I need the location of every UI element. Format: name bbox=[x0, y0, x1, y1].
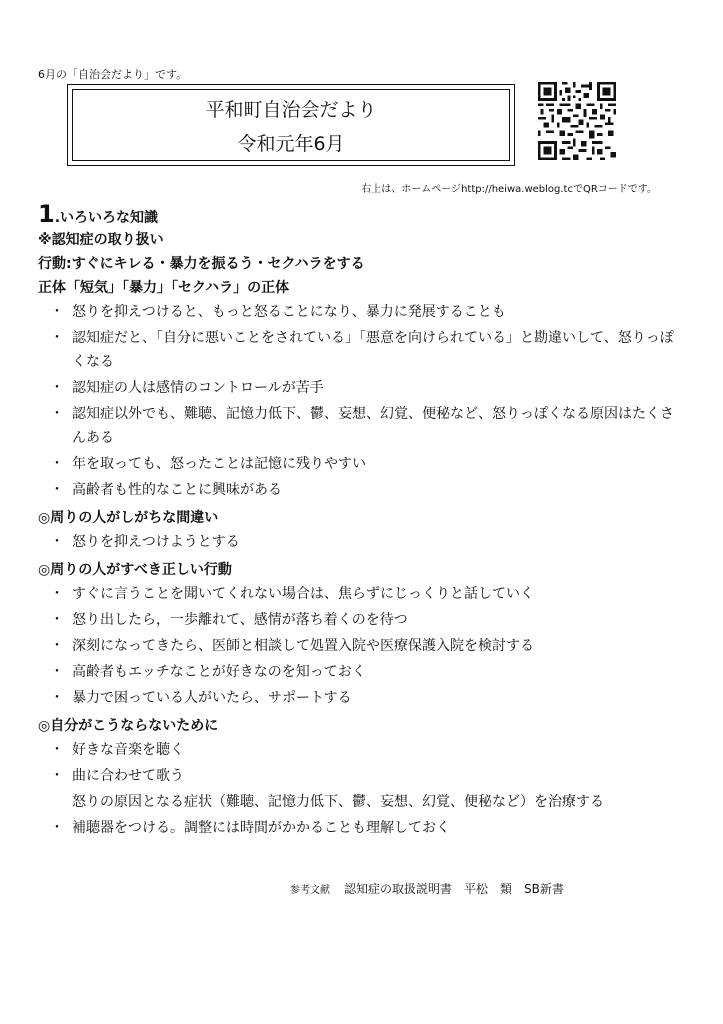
bullet-item: ・ 認知症だと、「自分に悪いことをされている」「悪意を向けられている」と勘違いして、怒りっぽくなる bbox=[38, 326, 678, 374]
newsletter-title: 平和町自治会だより bbox=[205, 99, 377, 121]
group-heading: ◎周りの人がしがちな間違い bbox=[38, 510, 219, 526]
bullet-item: ・ 認知症以外でも、難聴、記憶力低下、鬱、妄想、幻覚、便秘など、怒りっぽくなる原因はたくさんある bbox=[38, 402, 678, 450]
main-content bbox=[38, 200, 678, 844]
bullet-item: ・ 補聴器をつける。調整には時間がかかることも理解しておく bbox=[38, 816, 678, 840]
qr-code-icon bbox=[538, 82, 616, 160]
group-2 bbox=[38, 506, 678, 554]
section-title bbox=[38, 200, 678, 228]
group-heading: ◎自分がこうならないために bbox=[38, 718, 219, 734]
qr-note: 右上は、ホームページhttp://heiwa.weblog.tcでQRコードです。 bbox=[361, 184, 657, 195]
bullet-item: ・ すぐに言うことを聞いてくれない場合は、焦らずにじっくりと話していく bbox=[38, 582, 678, 606]
bullet-list bbox=[38, 582, 678, 710]
bullet-item: ・ 曲に合わせて歌う bbox=[38, 764, 678, 788]
group-heading: ※認知症の取り扱い bbox=[38, 232, 164, 248]
bullet-item-continuation: 怒りの原因となる症状（難聴、記憶力低下、鬱、妄想、幻覚、便秘など）を治療する bbox=[72, 794, 604, 810]
intro-text: 6月の「自治会だより」です。 bbox=[38, 68, 188, 81]
bullet-list bbox=[38, 530, 678, 554]
bullet-item: ・ 深刻になってきたら、医師と相談して処置入院や医療保護入院を検討する bbox=[38, 634, 678, 658]
group-heading: 正体「短気」「暴力」「セクハラ」の正体 bbox=[38, 280, 290, 296]
group-3 bbox=[38, 558, 678, 710]
newsletter-title-box bbox=[67, 84, 515, 166]
section-title-text: .いろいろな知識 bbox=[54, 210, 159, 226]
bullet-item: ・ 年を取っても、怒ったことは記憶に残りやすい bbox=[38, 452, 678, 476]
bullet-item: ・ 高齢者もエッチなことが好きなのを知っておく bbox=[38, 660, 678, 684]
bullet-item: ・ 認知症の人は感情のコントロールが苦手 bbox=[38, 376, 678, 400]
bullet-item: ・ 怒りを抑えつけると、もっと怒ることになり、暴力に発展することも bbox=[38, 300, 678, 324]
newsletter-date: 令和元年6月 bbox=[237, 133, 345, 155]
group-1 bbox=[38, 228, 678, 502]
bullet-item: ・ 怒り出したら，一歩離れて、感情が落ち着くのを待つ bbox=[38, 608, 678, 632]
group-heading: ◎周りの人がすべき正しい行動 bbox=[38, 562, 232, 578]
bullet-item: ・ 高齢者も性的なことに興味がある bbox=[38, 478, 678, 502]
bullet-item: ・ 怒りを抑えつけようとする bbox=[38, 530, 678, 554]
reference bbox=[290, 880, 564, 897]
section-number: 1 bbox=[38, 200, 55, 228]
group-heading: 行動:すぐにキレる・暴力を振るう・セクハラをする bbox=[38, 256, 365, 272]
reference-label: 参考文献 bbox=[290, 885, 330, 896]
bullet-item: ・ 好きな音楽を聴く bbox=[38, 738, 678, 762]
bullet-list bbox=[38, 300, 678, 502]
reference-text: 認知症の取扱説明書 平松 類 SB新書 bbox=[344, 882, 564, 896]
bullet-list bbox=[38, 738, 678, 840]
group-4 bbox=[38, 714, 678, 840]
bullet-item: ・ 暴力で困っている人がいたら、サポートする bbox=[38, 686, 678, 710]
